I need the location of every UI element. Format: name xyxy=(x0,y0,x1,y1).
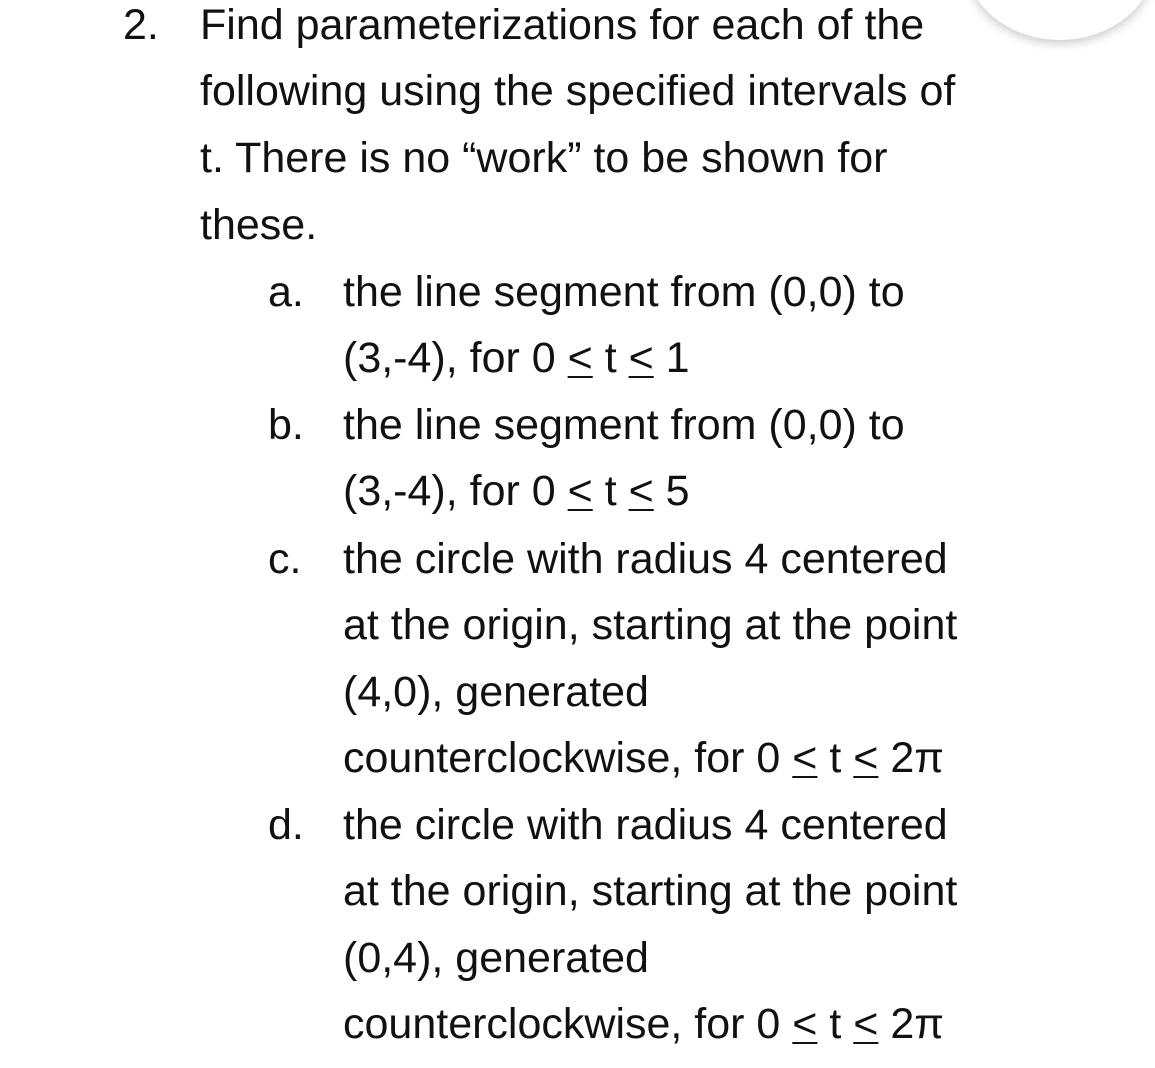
item-d-text-line: (0,4), generated xyxy=(343,934,649,982)
item-c-interval: counterclockwise, for 0 < t < 2π xyxy=(343,734,944,782)
item-b-text-line: the line segment from (0,0) to xyxy=(343,401,905,449)
item-c-text-line: (4,0), generated xyxy=(343,668,649,716)
item-b-interval: (3,-4), for 0 < t < 5 xyxy=(343,467,690,515)
question-text-line: following using the specified intervals of xyxy=(200,67,956,115)
question-text-line: these. xyxy=(200,201,318,249)
corner-overlay-button[interactable] xyxy=(965,0,1155,40)
question-number: 2. xyxy=(123,1,159,49)
question-text-line: t. There is no “work” to be shown for xyxy=(200,134,888,182)
item-b-marker: b. xyxy=(268,401,304,449)
item-d-interval: counterclockwise, for 0 < t < 2π xyxy=(343,1000,944,1048)
item-d-text-line: the circle with radius 4 centered xyxy=(343,801,948,849)
item-c-text-line: the circle with radius 4 centered xyxy=(343,535,948,583)
question-text-line: Find parameterizations for each of the xyxy=(200,1,925,49)
item-a-marker: a. xyxy=(268,268,304,316)
item-c-marker: c. xyxy=(268,535,302,583)
item-d-marker: d. xyxy=(268,801,304,849)
item-c-text-line: at the origin, starting at the point xyxy=(343,601,958,649)
item-a-interval: (3,-4), for 0 < t < 1 xyxy=(343,334,690,382)
item-d-text-line: at the origin, starting at the point xyxy=(343,867,958,915)
item-a-text-line: the line segment from (0,0) to xyxy=(343,268,905,316)
